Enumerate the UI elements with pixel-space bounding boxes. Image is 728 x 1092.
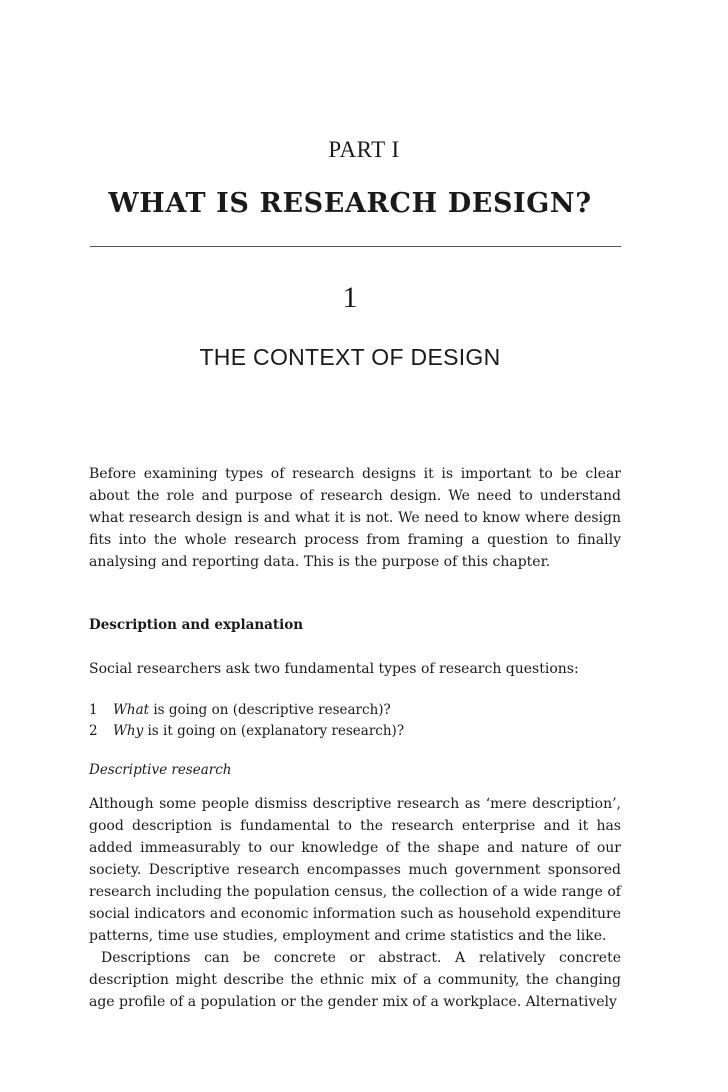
body-paragraph: Descriptions can be concrete or abstract. A relatively concrete description might describe the ethnic mix of a community, the changing age profile of a population or the gender mix of a workplace. Alternatively <box>89 950 621 1010</box>
list-item-text: is going on (descriptive research)? <box>149 702 391 718</box>
chapter-number: 1 <box>342 281 358 314</box>
list-item-keyword: Why <box>113 723 144 739</box>
question-list <box>89 700 621 742</box>
list-item-keyword: What <box>113 702 150 718</box>
section-heading: Description and explanation <box>89 617 304 633</box>
list-item-number: 2 <box>89 723 98 739</box>
list-item-text: is it going on (explanatory research)? <box>143 723 405 739</box>
part-title: WHAT IS RESEARCH DESIGN? <box>108 188 592 219</box>
chapter-title: THE CONTEXT OF DESIGN <box>199 344 501 370</box>
section-lead: Social researchers ask two fundamental types of research questions: <box>89 661 579 677</box>
list-item <box>89 700 621 721</box>
part-label: PART I <box>328 137 400 162</box>
intro-paragraph: Before examining types of research designs it is important to be clear about the role and purpose of research design. We need to understand what research design is and what it is not. We need to know where design fits into the whole research process from framing a question to finally analysing and reporting data. This is the purpose of this chapter. <box>89 466 621 570</box>
list-item <box>89 721 621 742</box>
body-paragraph: Although some people dismiss descriptive research as ‘mere description’, good description is fundamental to the research enterprise and it has added immeasurably to our knowledge of the shape and nature of our society. Descriptive research encompasses much government sponsored research including the population census, the collection of a wide range of social indicators and economic information such as household expenditure patterns, time use studies, employment and crime statistics and the like. <box>89 796 621 944</box>
subsection-heading: Descriptive research <box>89 762 232 778</box>
title-divider <box>90 246 621 247</box>
list-item-number: 1 <box>89 702 98 718</box>
